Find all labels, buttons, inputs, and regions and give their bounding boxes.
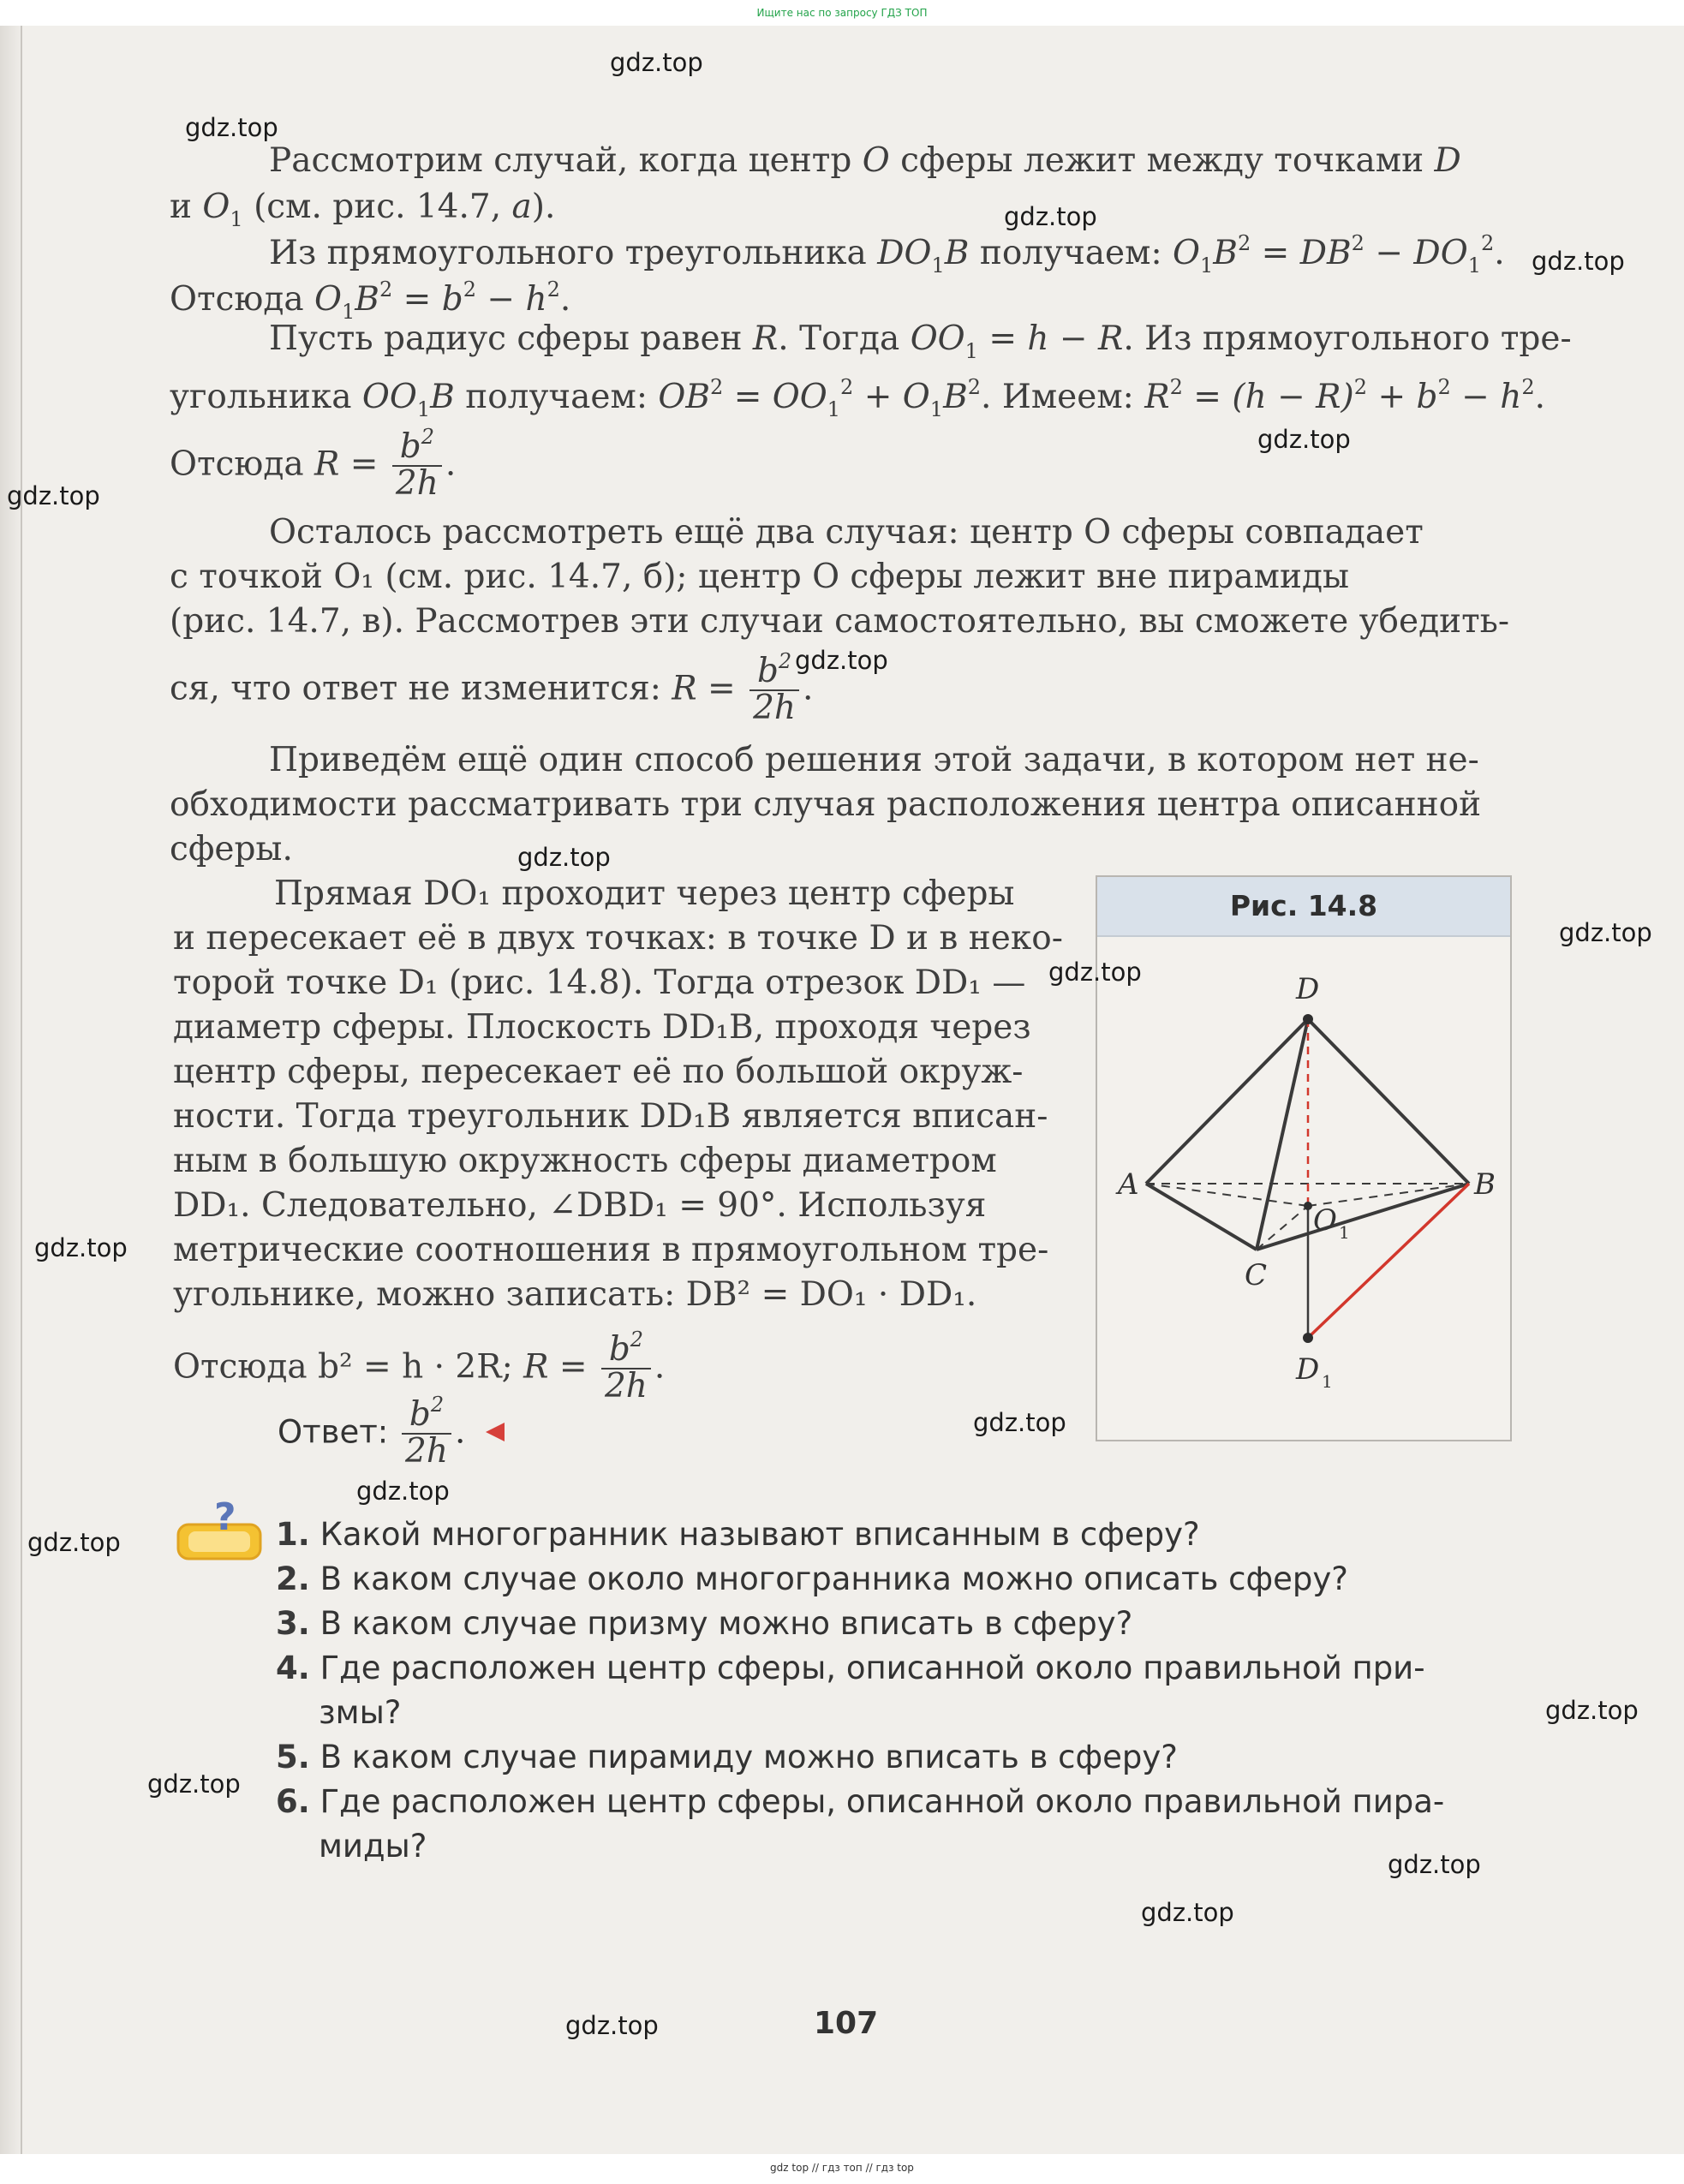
watermark: gdz.top [34,1233,128,1262]
edge-AC [1146,1184,1257,1250]
question-1: 1. Какой многогранник называют вписанным в сферу? [276,1516,1200,1553]
figure-title: Рис. 14.8 [1097,877,1510,937]
p6-line7: ным в большую окружность сферы диаметром [173,1142,997,1180]
point-D [1303,1014,1313,1024]
question-4: 4. Где расположен центр сферы, описанной около правильной при- [276,1650,1425,1686]
watermark: gdz.top [565,2011,659,2040]
p1-line2: и $O_1$ (см. рис. 14.7, а). [170,188,556,231]
fraction-b2-over-2h: $\frac{b^2}{2h}$ [749,651,799,726]
p6-line1: Прямая DO₁ проходит через центр сферы [274,874,1015,913]
watermark: gdz.top [1388,1850,1481,1879]
segment-AO1-hidden [1146,1184,1308,1206]
fraction-b2-over-2h: $\frac{b^2}{2h}$ [392,427,442,502]
watermark: gdz.top [517,843,611,872]
watermark: gdz.top [795,646,888,675]
label-O-subscript: 1 [1339,1222,1350,1243]
watermark: gdz.top [1559,918,1652,947]
label-B: B [1474,1167,1496,1202]
question-5: 5. В каком случае пирамиду можно вписать в сферу? [276,1739,1178,1775]
end-of-solution-marker-icon [484,1421,506,1443]
p2-line1: Из прямоугольного треугольника $DO_1B$ получаем: $O_1B^2 = DB^2 - DO_1^2$. [269,231,1505,277]
watermark: gdz.top [1141,1898,1234,1927]
p5-line3: сферы. [170,830,293,868]
fraction-b2-over-2h: $\frac{b^2}{2h}$ [601,1329,651,1405]
p6-line3: торой точке D₁ (рис. 14.8). Тогда отрезок DD₁ — [173,964,1026,1002]
svg-text:?: ? [214,1501,236,1539]
point-D1 [1303,1333,1313,1343]
watermark: gdz.top [1004,202,1097,231]
edge-DB [1308,1019,1469,1184]
label-C: C [1245,1258,1268,1292]
edge-DC [1257,1019,1308,1250]
watermark: gdz.top [610,48,703,77]
p1-line1: Рассмотрим случай, когда центр O сферы лежит между точками D [269,141,1461,180]
watermark: gdz.top [1532,247,1625,276]
footer-note: gdz top // гдз топ // гдз top [770,2162,914,2174]
question-6-continued: миды? [319,1828,427,1865]
p5-line1: Приведём ещё один способ решения этой задачи, в котором нет не- [269,741,1479,779]
edge-CB [1257,1184,1469,1250]
label-A: A [1118,1167,1139,1202]
p3-line2: угольника $OO_1B$ получаем: $OB^2 = OO_1^2 + O_1B^2$. Имеем: $R^2 = (h - R)^2 + b^2 - h^2$. [170,375,1546,421]
p4-line3: (рис. 14.7, в). Рассмотрев эти случаи самостоятельно, вы сможете убедить- [170,602,1510,641]
answer-line: Ответ: $\frac{b^2}{2h}$ . [278,1394,506,1470]
watermark: gdz.top [27,1528,121,1557]
p6-line8: DD₁. Следовательно, ∠DBD₁ = 90°. Используя [173,1186,987,1225]
watermark: gdz.top [1048,958,1142,987]
point-O1 [1304,1202,1312,1210]
p4-line2: с точкой O₁ (см. рис. 14.7, б); центр O сферы лежит вне пирамиды [170,558,1349,596]
figure-14-8 [1096,875,1512,1441]
p6-line9: метрические соотношения в прямоугольном тре- [173,1231,1049,1269]
p6-line10: угольнике, можно записать: DB² = DO₁ · DD₁. [173,1275,977,1314]
question-2: 2. В каком случае около многогранника можно описать сферу? [276,1560,1348,1597]
watermark: gdz.top [973,1408,1066,1437]
edge-DA [1146,1019,1308,1184]
answer-fraction: $\frac{b^2}{2h}$ [402,1394,451,1470]
watermark: gdz.top [356,1477,450,1506]
p3-line3-formula: Отсюда R = $\frac{b^2}{2h}$ . [170,425,457,503]
p6-line6: ности. Тогда треугольник DD₁B является вписан- [173,1097,1048,1136]
header-note: Ищите нас по запросу ГДЗ ТОП [756,7,928,19]
label-O: O [1313,1203,1337,1238]
p6-line2: и пересекает её в двух точках: в точке D и в неко- [173,919,1063,958]
p5-line2: обходимости рассматривать три случая расположения центра описанной [170,785,1482,824]
label-D1-subscript: 1 [1322,1371,1333,1392]
p4-line1: Осталось рассмотреть ещё два случая: центр O сферы совпадает [269,513,1424,552]
watermark: gdz.top [147,1769,241,1799]
watermark: gdz.top [1257,425,1351,454]
question-3: 3. В каком случае призму можно вписать в сферу? [276,1605,1133,1642]
question-6: 6. Где расположен центр сферы, описанной около правильной пира- [276,1783,1445,1820]
p3-line1: Пусть радиус сферы равен R. Тогда $OO_1 = h - R$. Из прямоугольного тре- [269,319,1572,363]
p2-line2: Отсюда $O_1B^2 = b^2 - h^2$. [170,277,571,324]
p6-line5: центр сферы, пересекает её по большой окруж- [173,1053,1024,1091]
p6-line4: диаметр сферы. Плоскость DD₁B, проходя через [173,1008,1031,1047]
label-D: D [1296,972,1320,1006]
label-D1: D [1296,1352,1320,1387]
watermark: gdz.top [185,113,278,142]
watermark: gdz.top [1545,1696,1639,1725]
p6-line11-formula: Отсюда b² = h · 2R; R = $\frac{b^2}{2h}$ . [173,1328,666,1405]
question-mark-icon [176,1501,262,1569]
watermark: gdz.top [7,481,100,510]
p4-line4-formula: ся, что ответ не изменится: R = $\frac{b^2}{2h}$ . [170,649,814,727]
pyramid-diagram [1097,877,1510,1440]
page-number: 107 [814,2006,879,2041]
question-4-continued: змы? [319,1694,402,1731]
